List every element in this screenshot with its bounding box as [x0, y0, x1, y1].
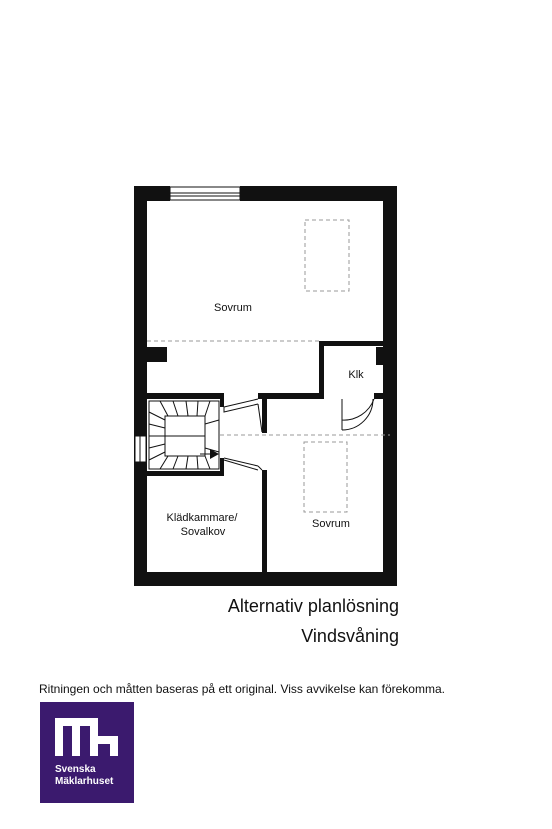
room-label-sovrum-bottom: Sovrum	[312, 518, 350, 530]
room-label-kladkammare: Klädkammare/	[166, 512, 238, 524]
plan-caption-title: Alternativ planlösning	[227, 596, 399, 616]
disclaimer-text: Ritningen och måtten baseras på ett original. Viss avvikelse kan förekomma.	[39, 682, 445, 696]
staircase	[149, 401, 219, 469]
stair-arrow-icon	[200, 449, 219, 459]
logo-text-svenska: Svenska	[55, 764, 96, 775]
room-label-klk: Klk	[348, 369, 364, 381]
dashed-lines	[147, 220, 390, 512]
room-label-sovalkov: Sovalkov	[180, 526, 226, 538]
mh-monogram-icon	[40, 702, 134, 803]
room-label-sovrum-top: Sovrum	[214, 302, 252, 314]
company-logo	[40, 702, 134, 803]
plan-caption-floor: Vindsvåning	[301, 626, 399, 646]
logo-text-maklarhuset: Mäklarhuset	[55, 776, 114, 787]
top-window	[170, 187, 240, 200]
left-window	[135, 436, 146, 462]
